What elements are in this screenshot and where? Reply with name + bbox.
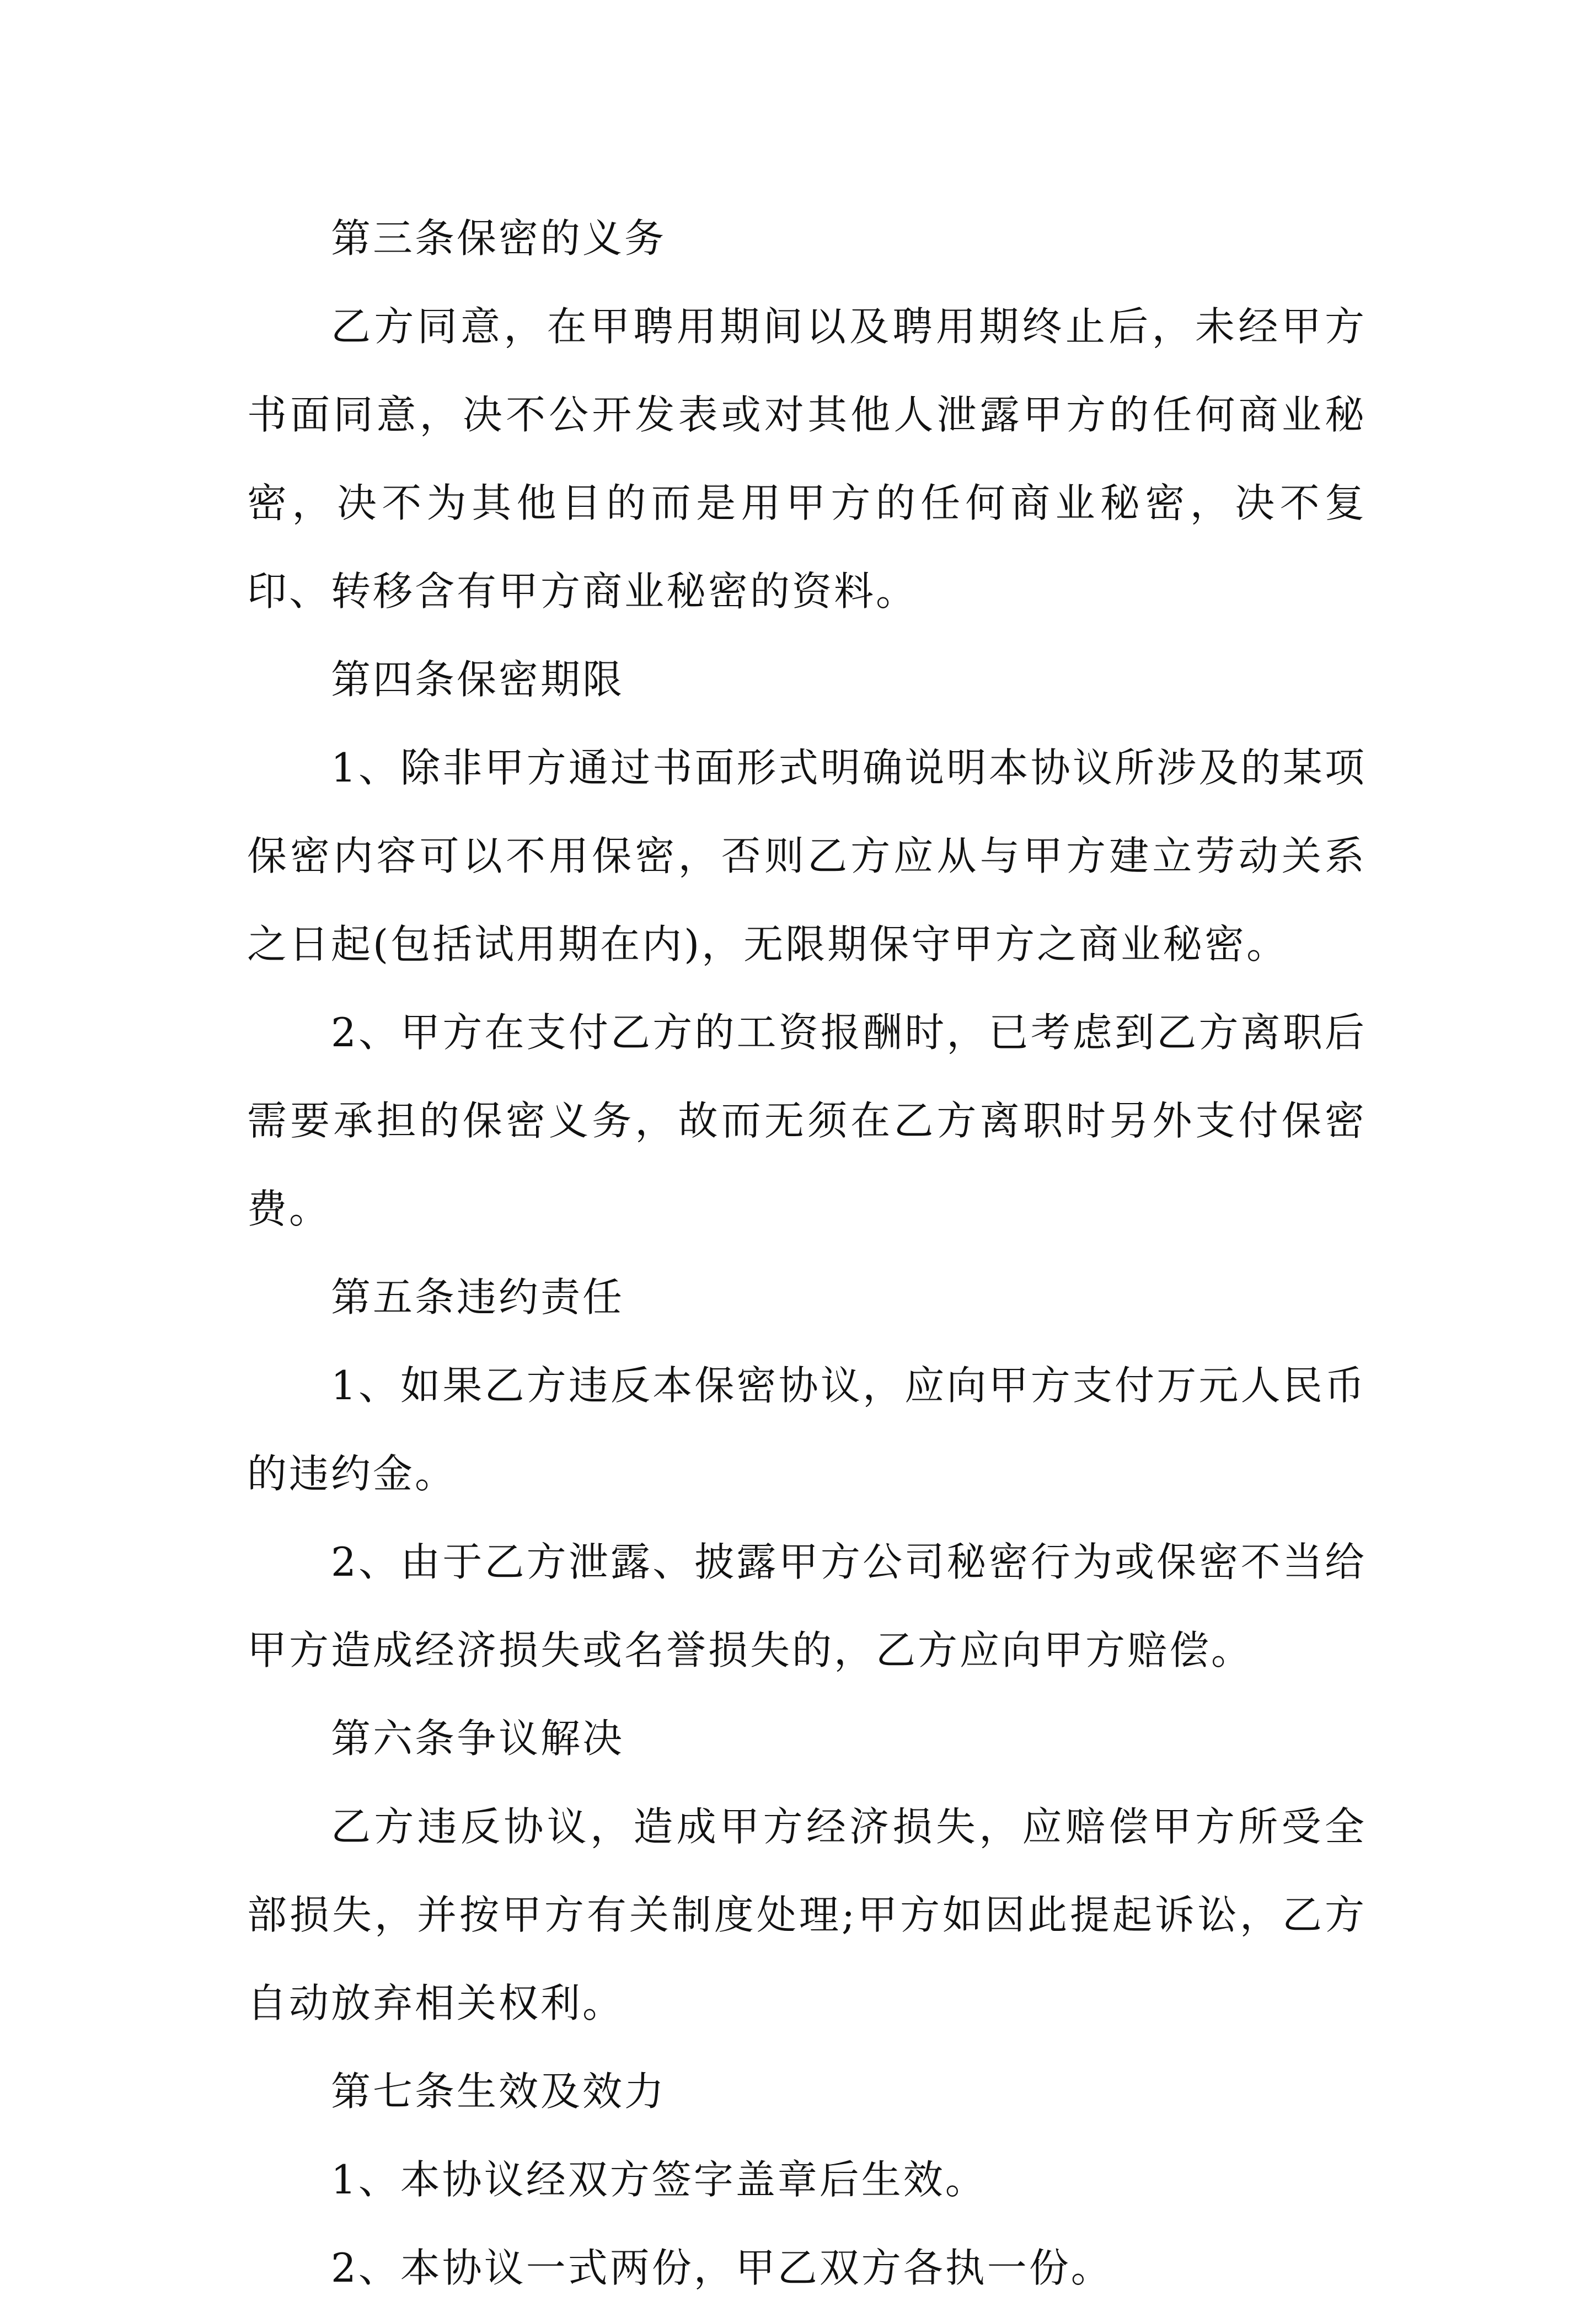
article-3-body: 乙方同意，在甲聘用期间以及聘用期终止后，未经甲方书面同意，决不公开发表或对其他人泄露甲方的任何商业秘密，决不为其他目的而是用甲方的任何商业秘密，决不复印、转移含有甲方商业秘密的资料。 <box>247 303 1367 614</box>
article-6-heading: 第六条争议解决 <box>331 1715 625 1762</box>
article-4-clause-2: 2、甲方在支付乙方的工资报酬时，已考虑到乙方离职后需要承担的保密义务，故而无须在乙方离职时另外支付保密费。 <box>247 1009 1367 1232</box>
article-7-heading: 第七条生效及效力 <box>331 2068 667 2115</box>
article-5-clause-2: 2、由于乙方泄露、披露甲方公司秘密行为或保密不当给甲方造成经济损失或名誉损失的，乙方应向甲方赔偿。 <box>247 1539 1367 1673</box>
article-5-clause-1: 1、如果乙方违反本保密协议，应向甲方支付万元人民币的违约金。 <box>247 1362 1367 1497</box>
article-5-heading: 第五条违约责任 <box>331 1274 625 1320</box>
article-3-heading: 第三条保密的义务 <box>331 215 667 261</box>
article-4-heading: 第四条保密期限 <box>331 656 625 703</box>
document-page <box>247 194 1367 2312</box>
article-6-body: 乙方违反协议，造成甲方经济损失，应赔偿甲方所受全部损失，并按甲方有关制度处理;甲方如因此提起诉讼，乙方自动放弃相关权利。 <box>247 1803 1367 2026</box>
article-7-clause-2: 2、本协议一式两份，甲乙双方各执一份。 <box>331 2245 1113 2291</box>
article-4-clause-1: 1、除非甲方通过书面形式明确说明本协议所涉及的某项保密内容可以不用保密，否则乙方应从与甲方建立劳动关系之日起(包括试用期在内)，无限期保守甲方之商业秘密。 <box>247 745 1367 967</box>
article-7-clause-1: 1、本协议经双方签字盖章后生效。 <box>331 2156 987 2203</box>
